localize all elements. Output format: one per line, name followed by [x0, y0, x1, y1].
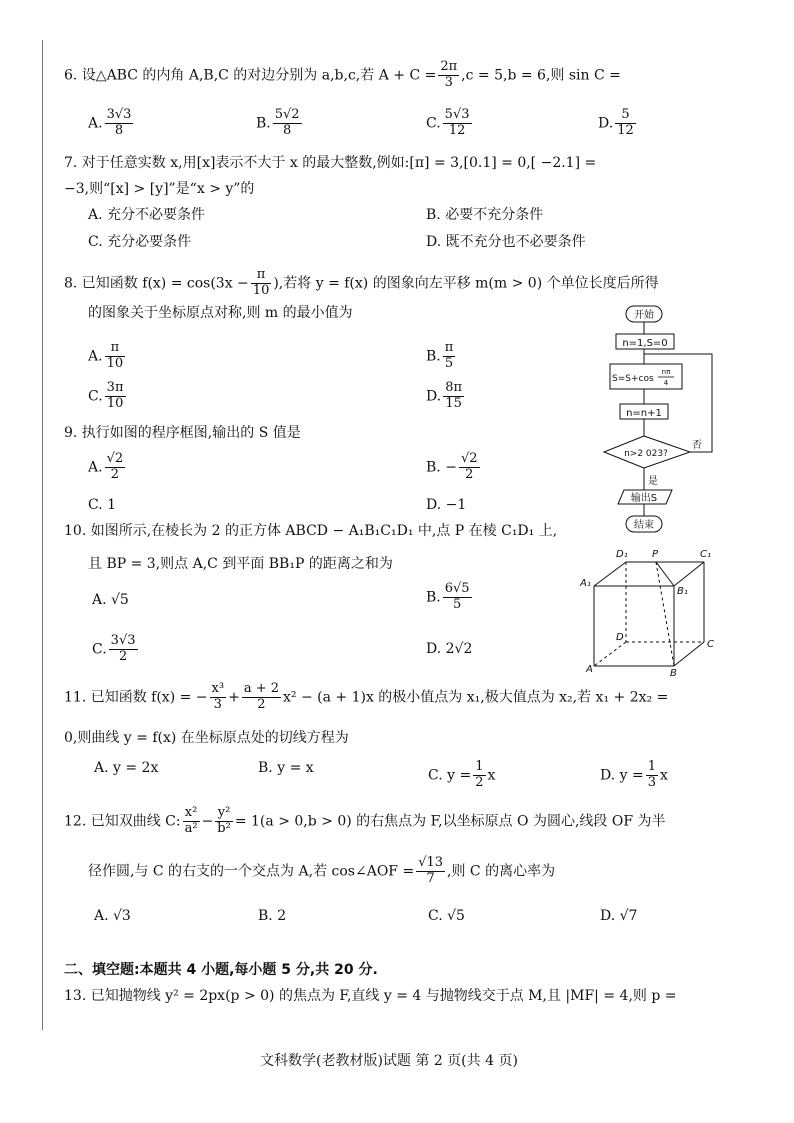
cube-label-a1: A₁ — [580, 578, 591, 589]
flowchart-loop-line — [644, 354, 712, 452]
question-8-option-b: B. $\frac{\pi}{5}$ — [426, 340, 454, 371]
fraction: $\frac{2\pi}{3}$ — [440, 59, 458, 90]
binding-margin-line — [42, 40, 43, 1030]
question-6-option-c: C. $\frac{5√3}{12}$ — [426, 107, 470, 138]
question-6-option-b: B. $\frac{5√2}{8}$ — [256, 107, 300, 138]
question-11-option-d: D. y = $\frac{1}{3}$ x — [600, 759, 668, 790]
question-12-option-b: B. 2 — [258, 908, 287, 924]
question-12-option-a: A. √3 — [94, 908, 131, 924]
question-9-option-d: D. −1 — [426, 497, 467, 513]
question-12-option-c: C. √5 — [428, 908, 465, 924]
question-10-option-a: A. √5 — [92, 592, 129, 608]
question-7-option-d: D. 既不充分也不必要条件 — [426, 234, 586, 250]
flowchart-condition-label: n>2 023? — [624, 449, 668, 459]
question-11-option-b: B. y = x — [258, 760, 314, 776]
question-10-line-2: 且 BP = 3,则点 A,C 到平面 BB₁P 的距离之和为 — [88, 556, 393, 572]
question-11-option-c: C. y = $\frac{1}{2}$ x — [428, 759, 496, 790]
cube-label-a: A — [586, 664, 593, 675]
question-7-line-2: −3,则“[x] > [y]”是“x > y”的 — [64, 181, 255, 197]
question-13-stem: 13. 已知抛物线 y² = 2px(p > 0) 的焦点为 F,直线 y = 4 与抛物线交于点 M,且 |MF| = 4,则 p = — [64, 988, 677, 1004]
flowchart-update-denominator: 4 — [663, 379, 669, 387]
question-12-line-1: 12. 已知双曲线 C: $\frac{\text{x²}}{\text{a²}}$ − $\frac{\text{y²}}{\text{b²}}$ = 1(a > 0,b > 0) 的右焦点为 F,以坐标原点 O 为圆心,线段 OF 为半 — [64, 805, 666, 836]
cube-figure — [578, 544, 718, 678]
flowchart-increment-label: n=n+1 — [626, 408, 662, 419]
question-6-stem: 6. 设△ABC 的内角 A,B,C 的对边分别为 a,b,c,若 A + C = $\frac{2\pi}{3}$ ,c = 5,b = 6,则 sin C = — [64, 59, 621, 90]
flowchart-no-label: 否 — [692, 440, 702, 451]
question-8-option-d: D. $\frac{8\pi}{15}$ — [426, 380, 463, 411]
question-9-stem: 9. 执行如图的程序框图,输出的 S 值是 — [64, 425, 301, 441]
cube-label-p: P — [652, 549, 659, 560]
question-6-option-a: A. $\frac{3√3}{8}$ — [88, 107, 132, 138]
flowchart-output-label: 输出S — [630, 493, 658, 504]
question-7-line-1: 7. 对于任意实数 x,用[x]表示不大于 x 的最大整数,例如:[π] = 3,[0.1] = 0,[ −2.1] = — [64, 155, 597, 171]
question-12-line-2: 径作圆,与 C 的右支的一个交点为 A,若 cos∠AOF = $\frac{√13}{7}$ ,则 C 的离心率为 — [88, 855, 556, 886]
question-9-option-b: B. − $\frac{√2}{2}$ — [426, 451, 478, 482]
question-10-option-d: D. 2√2 — [426, 641, 473, 657]
question-8-option-c: C. $\frac{3\pi}{10}$ — [88, 380, 124, 411]
program-flowchart — [600, 302, 718, 542]
question-8-option-a: A. $\frac{\pi}{10}$ — [88, 340, 124, 371]
section-2-heading: 二、填空题:本题共 4 小题,每小题 5 分,共 20 分. — [64, 962, 378, 978]
flowchart-update-label: S=S+cos — [612, 374, 654, 384]
question-10-option-c: C. $\frac{3√3}{2}$ — [92, 633, 136, 664]
cube-label-c1: C₁ — [700, 549, 711, 560]
question-11-line-1: 11. 已知函数 f(x) = − $\frac{\text{x³}}{3}$ + $\frac{a + 2}{2}$ x² − (a + 1)x 的极小值点为 x₁,极大值点为 x₂,若 x₁ + 2x₂ = — [64, 681, 669, 712]
flowchart-yes-label: 是 — [648, 476, 658, 487]
question-7-option-c: C. 充分必要条件 — [88, 234, 192, 250]
flowchart-start-label: 开始 — [634, 310, 654, 321]
question-7-option-a: A. 充分不必要条件 — [88, 207, 206, 223]
question-6-option-d: D. $\frac{5}{12}$ — [598, 107, 634, 138]
question-8-line-2: 的图象关于坐标原点对称,则 m 的最小值为 — [88, 305, 353, 321]
question-10-option-b: B. $\frac{6√5}{5}$ — [426, 581, 470, 612]
cube-label-b1: B₁ — [677, 586, 688, 597]
cube-label-d: D — [616, 632, 624, 643]
question-9-option-c: C. 1 — [88, 497, 117, 513]
page-footer: 文科数学(老教材版)试题 第 2 页(共 4 页) — [260, 1053, 518, 1069]
question-11-option-a: A. y = 2x — [94, 760, 159, 776]
question-11-line-2: 0,则曲线 y = f(x) 在坐标原点处的切线方程为 — [64, 730, 349, 746]
question-9-option-a: A. $\frac{√2}{2}$ — [88, 451, 124, 482]
flowchart-update-numerator: nπ — [661, 368, 671, 376]
cube-label-c: C — [707, 639, 714, 650]
question-12-option-d: D. √7 — [600, 908, 638, 924]
flowchart-init-label: n=1,S=0 — [622, 338, 668, 349]
cube-label-b: B — [670, 668, 677, 678]
question-10-line-1: 10. 如图所示,在棱长为 2 的正方体 ABCD − A₁B₁C₁D₁ 中,点 P 在棱 C₁D₁ 上, — [64, 523, 558, 539]
flowchart-end-label: 结束 — [634, 520, 654, 531]
question-8-line-1: 8. 已知函数 f(x) = cos(3x − $\frac{\pi}{10}$ ),若将 y = f(x) 的图象向左平移 m(m > 0) 个单位长度后所得 — [64, 267, 659, 298]
cube-label-d1: D₁ — [616, 549, 628, 560]
question-7-option-b: B. 必要不充分条件 — [426, 207, 544, 223]
